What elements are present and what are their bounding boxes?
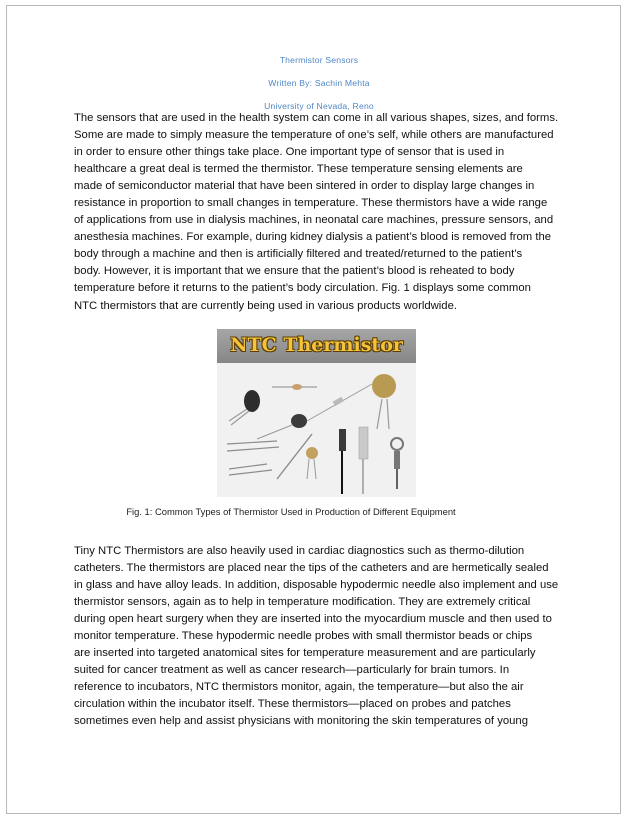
text-line: body through a machine and then is artificially filtered and treated/returned to the patient’s <box>74 248 523 261</box>
text-line: healthcare a great deal is termed the thermistor. These temperature sensing elements are <box>74 163 523 176</box>
gold-disc-thermistor <box>372 374 396 429</box>
axial-thermistor <box>307 384 372 421</box>
text-line: monitor temperature. These hypodermic needle probes with small thermistor beads or chips <box>74 630 533 643</box>
text-line: Some are made to simply measure the temperature of one’s self, while others are manufactured <box>74 129 554 142</box>
text-line: NTC thermistors that are currently being used in various products worldwide. <box>74 299 458 312</box>
text-line: in order to ensure other things take place. One important type of sensor that is used in <box>74 146 505 159</box>
text-line: reference to incubators, NTC thermistors monitor, again, the temperature—but also the air <box>74 681 524 694</box>
figure-caption: Fig. 1: Common Types of Thermistor Used in Production of Different Equipment <box>126 506 456 517</box>
text-line: catheters. The thermistors are placed near the tips of the catheters and are hermetically sealed <box>74 562 549 575</box>
hairpin-lead-thermistor <box>227 441 279 475</box>
figure-banner-title: NTC Thermistor <box>230 334 403 356</box>
text-line: body. However, it is important that we ensure that the patient’s blood is reheated to body <box>74 265 515 278</box>
thermistor-photo <box>217 329 416 497</box>
disc-thermistor <box>229 390 260 425</box>
glass-bead-thermistor <box>272 384 317 390</box>
text-line: resistance in proportion to small changes in temperature. These thermistors have a wide range <box>74 197 548 210</box>
text-line: circulation within the incubator itself. These thermistors—placed on probes and patches <box>74 698 511 711</box>
epoxy-bead-thermistor <box>257 414 307 439</box>
text-line: suited for cancer treatment as well as cancer research—particularly for brain tumors. In <box>74 664 510 677</box>
paragraph-applications <box>74 543 574 731</box>
text-line: are inserted into targeted anatomical sites for temperature measurement and are particularly <box>74 647 536 660</box>
text-line: Tiny NTC Thermistors are also heavily used in cardiac diagnostics such as thermo-dilution <box>74 545 525 557</box>
paragraph-intro <box>74 110 574 315</box>
text-line: during open heart surgery when they are inserted into the myocardium muscle and then used to <box>74 613 552 626</box>
probe-thermistor <box>277 434 312 479</box>
document-title: Thermistor Sensors <box>279 55 359 65</box>
text-line: The sensors that are used in the health system can come in all various shapes, sizes, and forms. <box>74 112 559 124</box>
text-line: of applications from use in dialysis machines, in neonatal care machines, pressure sensors, and <box>74 214 554 227</box>
text-line: thermistor sensors, again as to help in temperature modification. They are extremely critical <box>74 596 531 609</box>
text-line: anesthesia machines. For example, during kidney dialysis a patient’s blood is removed from the <box>74 231 552 244</box>
black-probe-thermistor <box>339 429 346 494</box>
author-line: Written By: Sachin Mehta <box>268 78 370 88</box>
small-disc-thermistor <box>306 447 318 479</box>
thermistor-figure <box>217 329 416 497</box>
text-line: made of semiconductor material that have been sintered in order to display large changes in <box>74 180 535 193</box>
ring-lug-thermistor <box>391 438 403 489</box>
text-line: temperature before it returns to the patient’s body circulation. Fig. 1 displays some common <box>74 282 531 295</box>
text-line: in glass and have alloy leads. In addition, disposable hypodermic needle also implement and use <box>74 579 559 592</box>
text-line: sometimes even help and assist physicians with monitoring the skin temperatures of young <box>74 715 528 728</box>
metal-probe-thermistor <box>359 427 368 494</box>
affiliation-line: University of Nevada, Reno <box>264 101 374 111</box>
